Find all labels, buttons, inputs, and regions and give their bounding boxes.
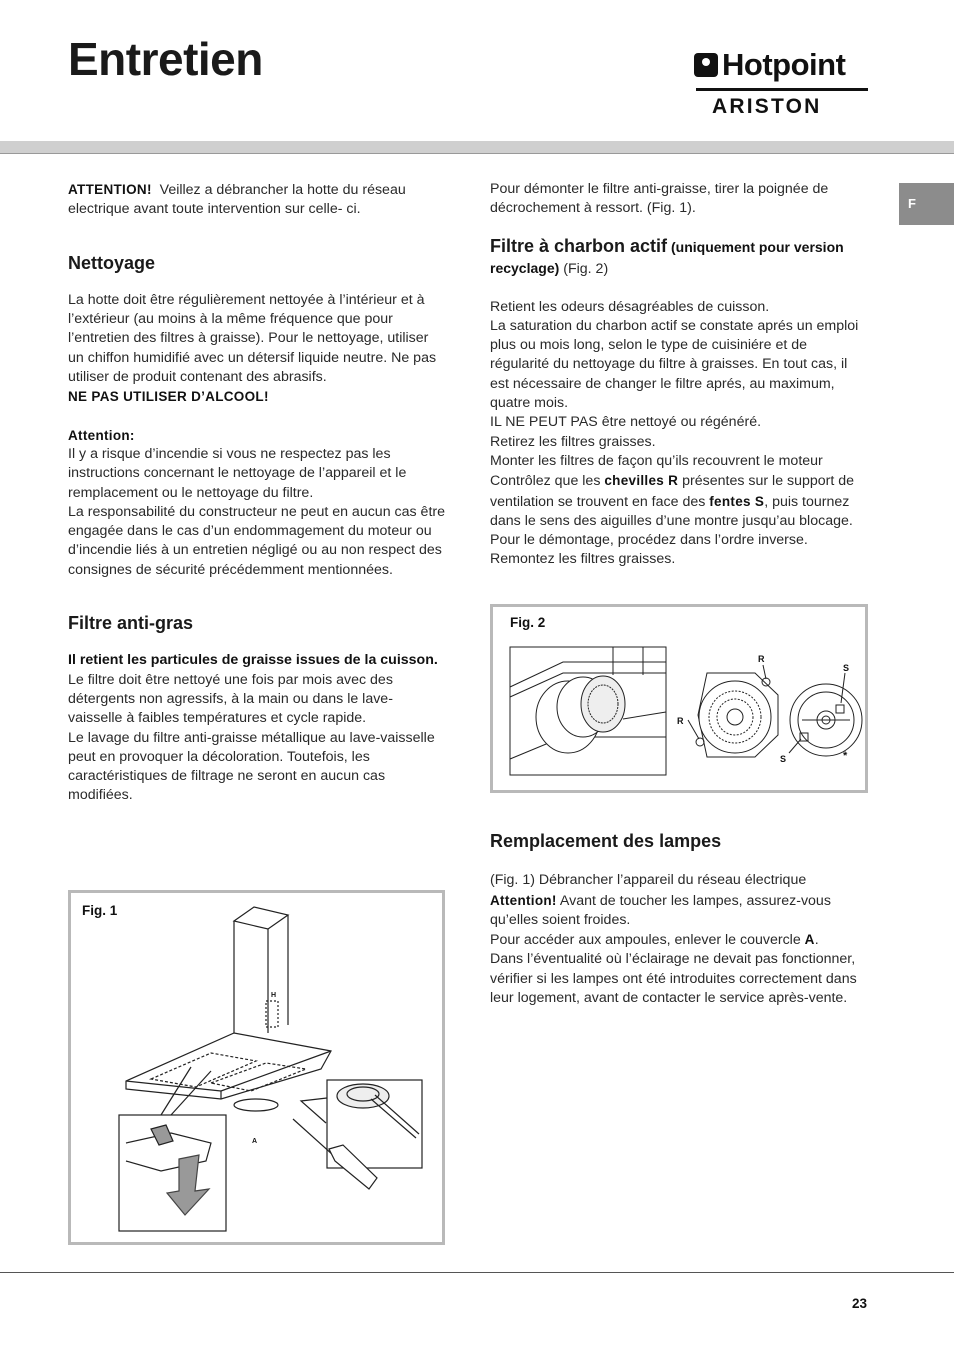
fig1-mark-h: H [271,992,277,999]
charbon-line-2: La saturation du charbon actif se constate aprés un emploi plus ou mois long, selon le type de cuisiniére et de régularité du nettoyage du filtre à graisses. En tout cas, il est nécessaire de changer le filtre aprés, au maximum, quatre mois. [490,317,859,412]
charbon-title-fig: (Fig. 2) [563,260,609,277]
logo-brand-text: Hotpoint [722,47,846,82]
hotpoint-logo-icon [694,53,718,77]
filtre-bold-intro: Il retient les particules de graisse issues de la cuisson. [68,652,438,669]
charbon-heading [490,236,870,279]
lampes-line-4: Dans l’éventualité où l’éclairage ne devait pas fonctionner, vérifier si les lampes ont été introduites correctement dans leur logement, avant de contacter le service après-vente. [490,951,857,1007]
figure-1 [68,890,445,1245]
charbon-end-2: Remontez les filtres graisses. [490,551,676,568]
fig2-mark-s2: S [780,754,787,764]
chevilles-r: chevilles R [604,473,679,489]
figure-2-label: Fig. 2 [510,615,546,630]
brand-logo [694,48,869,122]
fig2-mark-r1: R [758,654,765,664]
page-number: 23 [852,1296,868,1311]
header-band [0,141,954,153]
attention2-paragraph-2: La responsabilité du constructeur ne peut en aucun cas être engagée dans le cas d’un endommagement du moteur ou d’incendie liés à un entretien négligé ou au non respect des consignes de sécurité précédemment mentionnées. [68,503,446,578]
filtre-heading: Filtre anti-gras [68,613,194,634]
demontage-intro: Pour démonter le filtre anti-graisse, tirer la poignée de décrochement à ressort. (Fig. 1). [490,181,829,217]
logo-divider [696,88,868,91]
lampes-line-1: (Fig. 1) Débrancher l’appareil du réseau électrique [490,872,807,889]
fentes-s: fentes S [709,493,765,509]
filtre-paragraph-2: Le lavage du filtre anti-graisse métallique au lave-vaisselle peut en provoquer la décoloration. Toutefois, les caractéristiques de filtrage ne seront en aucun cas modifiées. [68,729,435,804]
lampes-heading: Remplacement des lampes [490,831,722,851]
charbon-line-1: Retient les odeurs désagréables de cuisson. [490,298,770,315]
attention-label: ATTENTION! [68,182,152,197]
charbon-line-4: Retirez les filtres graisses. [490,433,656,450]
figure-1-label: Fig. 1 [82,903,118,918]
left-column [68,180,446,806]
header-band-line [0,153,954,154]
nettoyage-heading: Nettoyage [68,252,156,273]
lampes-cover-a: A [804,932,815,948]
charbon-end-1: Pour le démontage, procédez dans l’ordre inverse. [490,532,808,549]
figure-2 [490,604,868,793]
fig2-mark-star: * [843,750,848,762]
fig2-mark-s1: S [843,663,850,673]
right-column [490,180,870,570]
lampes-section [490,832,870,1008]
no-alcohol-warning: NE PAS UTILISER D’ALCOOL! [68,389,269,405]
nettoyage-text: La hotte doit être régulièrement nettoyée à l’intérieur et à l’extérieur (au moins à la même fréquence que pour l’entretien des filtres à graisse). Pour le nettoyage, utiliser un chiffon humidifié avec un détersif liquide neutre. Ne pas utiliser de produit contenant des abrasifs. [68,291,437,386]
lampes-line-2: Avant de toucher les lampes, assurez-vous qu’elles soient froides. [490,892,831,928]
charbon-line-5: Monter les filtres de façon qu’ils recouvrent le moteur [490,452,823,469]
fig2-mark-r2: R [677,716,684,726]
fig1-mark-a: A [252,1138,258,1145]
chevilles-paragraph [490,471,870,531]
charbon-title: Filtre à charbon actif [490,235,668,256]
lampes-line-3: Pour accéder aux ampoules, enlever le couvercle [490,932,805,949]
filtre-paragraph-1: Le filtre doit être nettoyé une fois par mois avec des détergents non agressifs, à la main ou dans le lave-vaisselle à faibles températures et cycle rapide. [68,671,393,727]
logo-sub-text: ARISTON [712,95,822,118]
lampes-cover-paragraph: Pour accéder aux ampoules, enlever le couvercle A. [490,932,819,949]
chev-post: , puis tournez dans le sens des aiguilles d’une montre jusqu’au blocage. [490,493,853,529]
attention2-paragraph-1: Il y a risque d’incendie si vous ne respectez pas les instructions concernant le nettoyage de l’appareil et le remplacement ou le nettoyage du filtre. [68,445,407,501]
hood-illustration [71,893,442,1242]
attention2-label: Attention: [68,427,135,443]
attention-text: Veillez a débrancher la hotte du réseau electrique avant toute intervention sur celle- ci. [68,182,406,218]
carbon-filter-illustration [493,607,865,790]
charbon-title-small: (uniquement pour version recyclage) [490,238,844,276]
chev-mid: présentes sur le support de ventilation se trouvent en face des [490,473,855,510]
page-title: Entretien [68,33,263,85]
charbon-text [490,298,870,570]
charbon-line-3: IL NE PEUT PAS être nettoyé ou régénéré. [490,414,762,431]
language-tab: F [899,183,954,225]
lampes-attention-paragraph [490,891,870,931]
lampes-attention-label: Attention! [490,892,557,908]
chev-pre: Contrôlez que les [490,473,605,490]
footer-rule [0,1272,954,1273]
attention-paragraph [68,180,446,220]
